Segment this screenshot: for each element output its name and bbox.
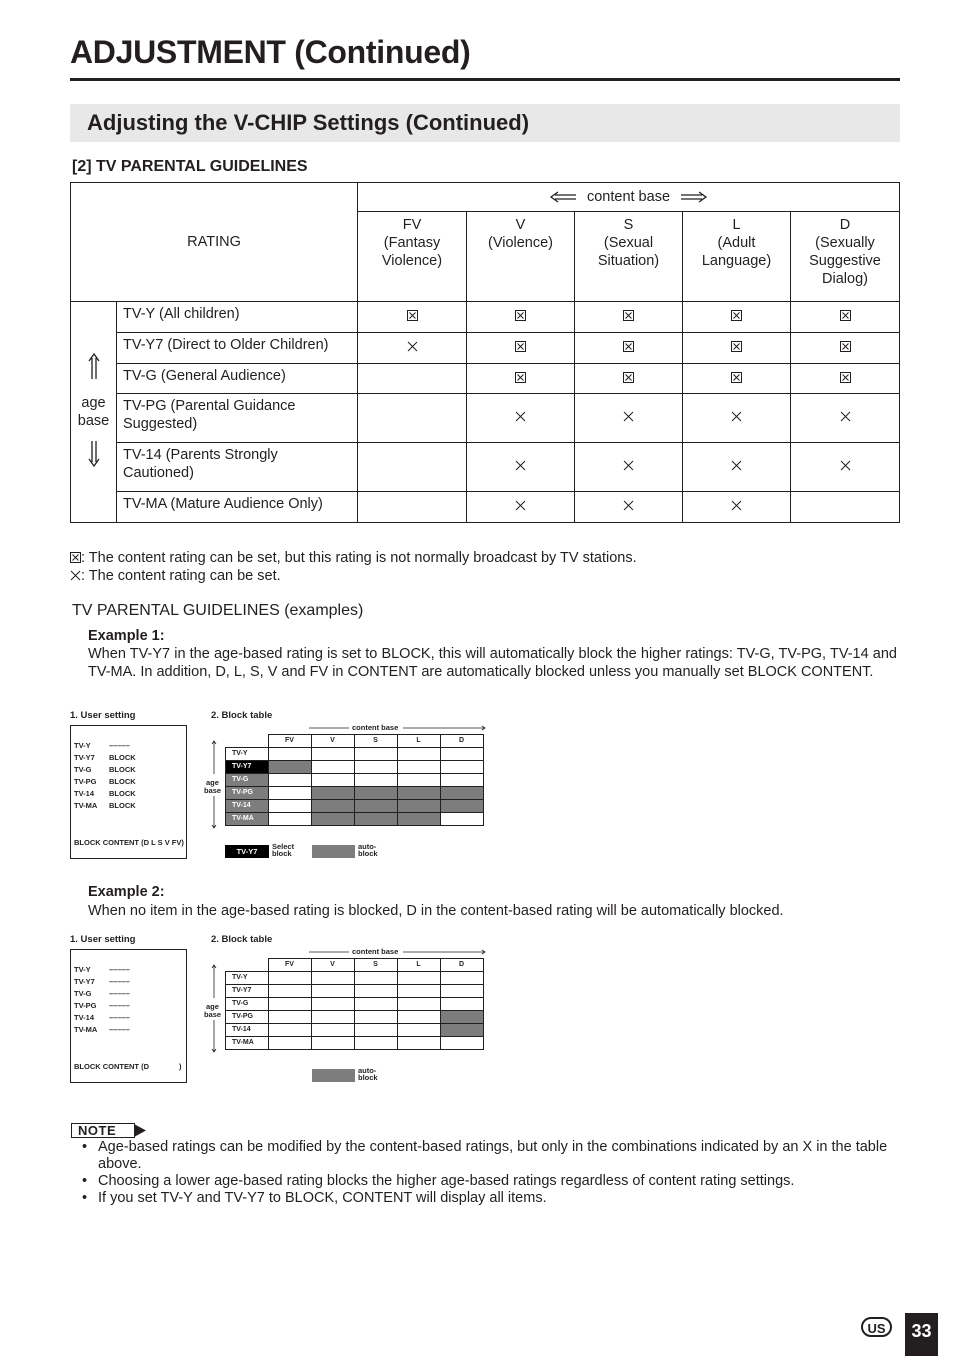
select-block-sample: TV-Y7 [225, 845, 269, 858]
example2-figure [70, 934, 490, 1104]
empty-cell [791, 492, 900, 523]
subheading: [2] TV PARENTAL GUIDELINES [72, 158, 308, 175]
user-row-value: BLOCK [109, 789, 136, 798]
block-row-label: TV-MA [226, 813, 269, 826]
block-cell [440, 998, 483, 1011]
block-cell [311, 1024, 354, 1037]
boxed-x-mark-cell [467, 333, 575, 364]
auto-block-cell [440, 1024, 483, 1037]
x-mark-cell [467, 394, 575, 443]
user-row-value: ––––– [109, 989, 130, 998]
user-row-label: TV-PG [74, 777, 97, 786]
rating-header-cell [71, 183, 358, 302]
block-cell [354, 972, 397, 985]
block-table-label: 2. Block table [211, 710, 273, 721]
block-cell [311, 1011, 354, 1024]
block-cell [397, 1011, 440, 1024]
user-row-value: ––––– [109, 965, 130, 974]
block-col-header: S [354, 735, 397, 748]
user-row-value: ––––– [109, 1001, 130, 1010]
block-row-label: TV-14 [226, 800, 269, 813]
boxed-x-icon [840, 372, 851, 383]
auto-block-cell [354, 813, 397, 826]
example1-title: Example 1: [88, 628, 165, 644]
x-mark-cell [358, 333, 467, 364]
column-desc: (Adult [717, 235, 756, 251]
block-col-header: FV [268, 735, 311, 748]
user-row-value: ––––– [109, 977, 130, 986]
block-cell [440, 774, 483, 787]
block-row-label: TV-14 [226, 1024, 269, 1037]
block-cell [311, 998, 354, 1011]
rating-row [71, 302, 900, 333]
title-rule [70, 78, 900, 81]
auto-block-cell [397, 813, 440, 826]
select-block-label: Select block [272, 842, 295, 858]
note-item: • Age-based ratings can be modified by the content-based ratings, but only in the combinations indicated by an X in the table above. [80, 1139, 895, 1173]
user-setting-box [70, 949, 187, 1083]
user-row-value: ––––– [109, 1025, 130, 1034]
block-cell [440, 1037, 483, 1050]
auto-block-label: auto- block [358, 842, 378, 858]
rating-label-cell: TV-Y7 (Direct to Older Children) [117, 333, 358, 364]
block-cell [311, 774, 354, 787]
block-row-label: TV-PG [226, 787, 269, 800]
block-cell [440, 972, 483, 985]
column-code: V [515, 217, 526, 233]
user-setting-box [70, 725, 187, 859]
auto-block-cell [311, 800, 354, 813]
column-code: FV [402, 217, 422, 233]
user-row-label: TV-14 [74, 1013, 95, 1022]
auto-block-cell [440, 1011, 483, 1024]
base-caption: base [204, 1010, 222, 1019]
block-table [225, 734, 484, 826]
boxed-x-mark-cell [575, 364, 683, 394]
user-row-label: TV-PG [74, 1001, 97, 1010]
x-mark-icon [515, 411, 526, 422]
block-content-setting: BLOCK CONTENT (D [74, 1062, 149, 1071]
block-cell [354, 985, 397, 998]
block-row-label: TV-MA [226, 1037, 269, 1050]
x-mark-cell [683, 492, 791, 523]
block-row-label: TV-Y [226, 972, 269, 985]
x-mark-icon [515, 500, 526, 511]
boxed-x-mark-cell [575, 302, 683, 333]
block-content-setting: BLOCK CONTENT (D L S V FV) [74, 838, 184, 847]
block-col-header: V [311, 735, 354, 748]
x-mark-icon [731, 460, 742, 471]
block-cell [311, 1037, 354, 1050]
block-cell [440, 761, 483, 774]
arrow-left-icon [549, 191, 577, 203]
user-row-label: TV-G [74, 765, 92, 774]
user-row-value: BLOCK [109, 777, 136, 786]
example1-figure [70, 710, 490, 880]
region-badge: US [861, 1317, 892, 1337]
block-cell [268, 787, 311, 800]
block-table [225, 958, 484, 1050]
boxed-x-mark-cell [683, 302, 791, 333]
rating-label-cell: TV-PG (Parental Guidance Suggested) [117, 394, 358, 443]
x-mark-icon [623, 460, 634, 471]
x-mark-cell [575, 394, 683, 443]
block-cell [268, 972, 311, 985]
auto-block-cell [354, 800, 397, 813]
corner-cell [226, 959, 269, 972]
parental-guidelines-table [70, 182, 900, 523]
note-label: NOTE [78, 1123, 117, 1138]
note-item: • Choosing a lower age-based rating blocks the higher age-based ratings regardless of content rating settings. [80, 1173, 895, 1190]
block-cell [397, 998, 440, 1011]
user-row-value: BLOCK [109, 753, 136, 762]
x-mark-icon [840, 460, 851, 471]
block-cell [268, 985, 311, 998]
block-cell [354, 998, 397, 1011]
block-cell [354, 1037, 397, 1050]
column-code: S [623, 217, 634, 233]
example2-body: When no item in the age-based rating is blocked, D in the content-based rating will be automatically blocked. [88, 903, 784, 919]
content-base-caption: content base [352, 723, 399, 732]
user-row-label: TV-G [74, 989, 92, 998]
block-cell [268, 1024, 311, 1037]
age-caption: age [206, 778, 219, 787]
block-cell [268, 1011, 311, 1024]
section-title: Adjusting the V-CHIP Settings (Continued) [87, 110, 530, 135]
boxed-x-mark-cell [791, 302, 900, 333]
block-row-label: TV-Y7 [226, 985, 269, 998]
boxed-x-icon [731, 310, 742, 321]
auto-block-cell [440, 800, 483, 813]
column-header-l [683, 212, 791, 302]
column-desc: (Fantasy [383, 235, 441, 251]
boxed-x-mark-cell [791, 333, 900, 364]
column-desc: Language) [701, 253, 772, 269]
auto-block-swatch [312, 845, 355, 858]
block-cell [354, 774, 397, 787]
example1-body: When TV-Y7 in the age-based rating is set to BLOCK, this will automatically block the higher ratings: TV-G, TV-PG, TV-14 and TV-MA. In addition, D, L, S, V and FV in CONTENT are automatically blocked unless you manually set BLOCK CONTENT. [88, 646, 897, 680]
boxed-x-icon [623, 341, 634, 352]
base-caption: base [204, 786, 222, 795]
boxed-x-icon [731, 341, 742, 352]
block-cell [354, 761, 397, 774]
column-desc: Dialog) [822, 271, 868, 287]
block-cell [268, 998, 311, 1011]
block-cell [311, 972, 354, 985]
block-col-header: V [311, 959, 354, 972]
column-desc: Violence) [381, 253, 443, 269]
boxed-x-mark-cell [467, 302, 575, 333]
rating-row [71, 333, 900, 364]
page-title: ADJUSTMENT (Continued) [70, 34, 471, 70]
block-cell [354, 1011, 397, 1024]
boxed-x-icon [840, 341, 851, 352]
content-base-caption: content base [352, 947, 399, 956]
block-col-header: D [440, 735, 483, 748]
rating-row [71, 394, 900, 443]
x-mark-cell [683, 394, 791, 443]
column-code: L [732, 217, 741, 233]
empty-cell [358, 364, 467, 394]
x-mark-icon [407, 341, 418, 352]
user-row-value: ––––– [109, 741, 130, 750]
boxed-x-icon [70, 552, 81, 563]
age-label: age [81, 395, 106, 411]
x-mark-icon [840, 411, 851, 422]
user-row-label: TV-MA [74, 801, 98, 810]
content-base-arrow [309, 725, 487, 731]
auto-block-swatch [312, 1069, 355, 1082]
block-col-header: S [354, 959, 397, 972]
boxed-x-icon [515, 372, 526, 383]
auto-block-label: auto- block [358, 1066, 378, 1082]
x-mark-icon [623, 500, 634, 511]
legend-box-text: : The content rating can be set, but this rating is not normally broadcast by TV stations. [81, 550, 637, 566]
x-mark-icon [731, 411, 742, 422]
block-col-header: L [397, 735, 440, 748]
x-mark-icon [70, 570, 81, 581]
empty-cell [358, 492, 467, 523]
boxed-x-icon [623, 310, 634, 321]
boxed-x-mark-cell [575, 333, 683, 364]
user-row-value: BLOCK [109, 801, 136, 810]
block-cell [440, 813, 483, 826]
boxed-x-icon [840, 310, 851, 321]
boxed-x-icon [515, 341, 526, 352]
user-setting-label: 1. User setting [70, 710, 136, 721]
block-col-header: FV [268, 959, 311, 972]
block-cell [268, 800, 311, 813]
rating-label-cell: TV-G (General Audience) [117, 364, 358, 394]
column-code: D [839, 217, 851, 233]
content-base-header [358, 183, 900, 212]
user-row-label: TV-Y [74, 741, 91, 750]
page-number: 33 [905, 1313, 938, 1356]
rating-row [71, 492, 900, 523]
legend-x [70, 568, 281, 584]
block-cell [354, 748, 397, 761]
x-mark-cell [791, 443, 900, 492]
block-cell [268, 813, 311, 826]
user-row-label: TV-Y7 [74, 977, 95, 986]
boxed-x-mark-cell [683, 333, 791, 364]
column-desc: (Sexually [815, 235, 875, 251]
content-base-arrow [309, 949, 487, 955]
auto-block-cell [311, 787, 354, 800]
corner-cell [226, 735, 269, 748]
block-cell [397, 972, 440, 985]
block-cell [397, 761, 440, 774]
block-row-label: TV-G [226, 774, 269, 787]
user-row-label: TV-14 [74, 789, 95, 798]
user-row-label: TV-Y [74, 965, 91, 974]
block-cell [440, 748, 483, 761]
auto-block-cell [268, 761, 311, 774]
auto-block-cell [397, 800, 440, 813]
user-setting-label: 1. User setting [70, 934, 136, 945]
column-header-d [791, 212, 900, 302]
block-row-label: TV-PG [226, 1011, 269, 1024]
empty-cell [358, 394, 467, 443]
examples-heading: TV PARENTAL GUIDELINES (examples) [72, 602, 364, 619]
block-row-label: TV-Y7 [226, 761, 269, 774]
arrow-up-icon [87, 352, 101, 380]
block-cell [397, 985, 440, 998]
boxed-x-mark-cell [683, 364, 791, 394]
auto-block-cell [354, 787, 397, 800]
arrow-down-icon [87, 440, 101, 468]
boxed-x-icon [623, 372, 634, 383]
x-mark-cell [467, 443, 575, 492]
age-base-cell [71, 302, 117, 523]
rating-row [71, 443, 900, 492]
user-row-label: TV-Y7 [74, 753, 95, 762]
block-cell [311, 985, 354, 998]
boxed-x-icon [407, 310, 418, 321]
user-row-value: ––––– [109, 1013, 130, 1022]
x-mark-cell [575, 443, 683, 492]
boxed-x-mark-cell [791, 364, 900, 394]
x-mark-icon [515, 460, 526, 471]
rating-label-cell: TV-MA (Mature Audience Only) [117, 492, 358, 523]
block-content-end: ) [179, 1062, 182, 1071]
column-header-s [575, 212, 683, 302]
empty-cell [358, 443, 467, 492]
block-col-header: L [397, 959, 440, 972]
legend-x-text: : The content rating can be set. [81, 568, 281, 584]
age-caption: age [206, 1002, 219, 1011]
block-row-label: TV-G [226, 998, 269, 1011]
rating-label-cell: TV-Y (All children) [117, 302, 358, 333]
x-mark-cell [467, 492, 575, 523]
x-mark-cell [575, 492, 683, 523]
example2-title: Example 2: [88, 884, 165, 900]
column-header-fv [358, 212, 467, 302]
rating-label: RATING [187, 234, 241, 250]
block-cell [311, 748, 354, 761]
block-cell [268, 1037, 311, 1050]
block-col-header: D [440, 959, 483, 972]
boxed-x-icon [515, 310, 526, 321]
block-cell [268, 748, 311, 761]
block-cell [311, 761, 354, 774]
boxed-x-mark-cell [467, 364, 575, 394]
x-mark-icon [731, 500, 742, 511]
base-label: base [77, 413, 110, 429]
user-row-label: TV-MA [74, 1025, 98, 1034]
x-mark-icon [623, 411, 634, 422]
auto-block-cell [311, 813, 354, 826]
note-list [80, 1139, 895, 1207]
user-row-value: BLOCK [109, 765, 136, 774]
block-cell [440, 985, 483, 998]
column-desc: Suggestive [809, 253, 881, 269]
auto-block-cell [397, 787, 440, 800]
column-desc: Situation) [597, 253, 660, 269]
column-header-v [467, 212, 575, 302]
block-cell [268, 774, 311, 787]
boxed-x-mark-cell [358, 302, 467, 333]
rating-label-cell: TV-14 (Parents Strongly Cautioned) [117, 443, 358, 492]
block-cell [354, 1024, 397, 1037]
block-cell [397, 748, 440, 761]
block-table-label: 2. Block table [211, 934, 273, 945]
arrow-right-icon [680, 191, 708, 203]
auto-block-cell [440, 787, 483, 800]
content-base-label: content base [586, 189, 671, 205]
column-desc: (Sexual [603, 235, 654, 251]
block-cell [397, 774, 440, 787]
block-row-label: TV-Y [226, 748, 269, 761]
boxed-x-icon [731, 372, 742, 383]
x-mark-cell [683, 443, 791, 492]
note-item: • If you set TV-Y and TV-Y7 to BLOCK, CONTENT will display all items. [80, 1190, 895, 1207]
block-cell [397, 1037, 440, 1050]
column-desc: (Violence) [487, 235, 554, 251]
legend-box [70, 550, 637, 566]
rating-row [71, 364, 900, 394]
x-mark-cell [791, 394, 900, 443]
block-cell [397, 1024, 440, 1037]
